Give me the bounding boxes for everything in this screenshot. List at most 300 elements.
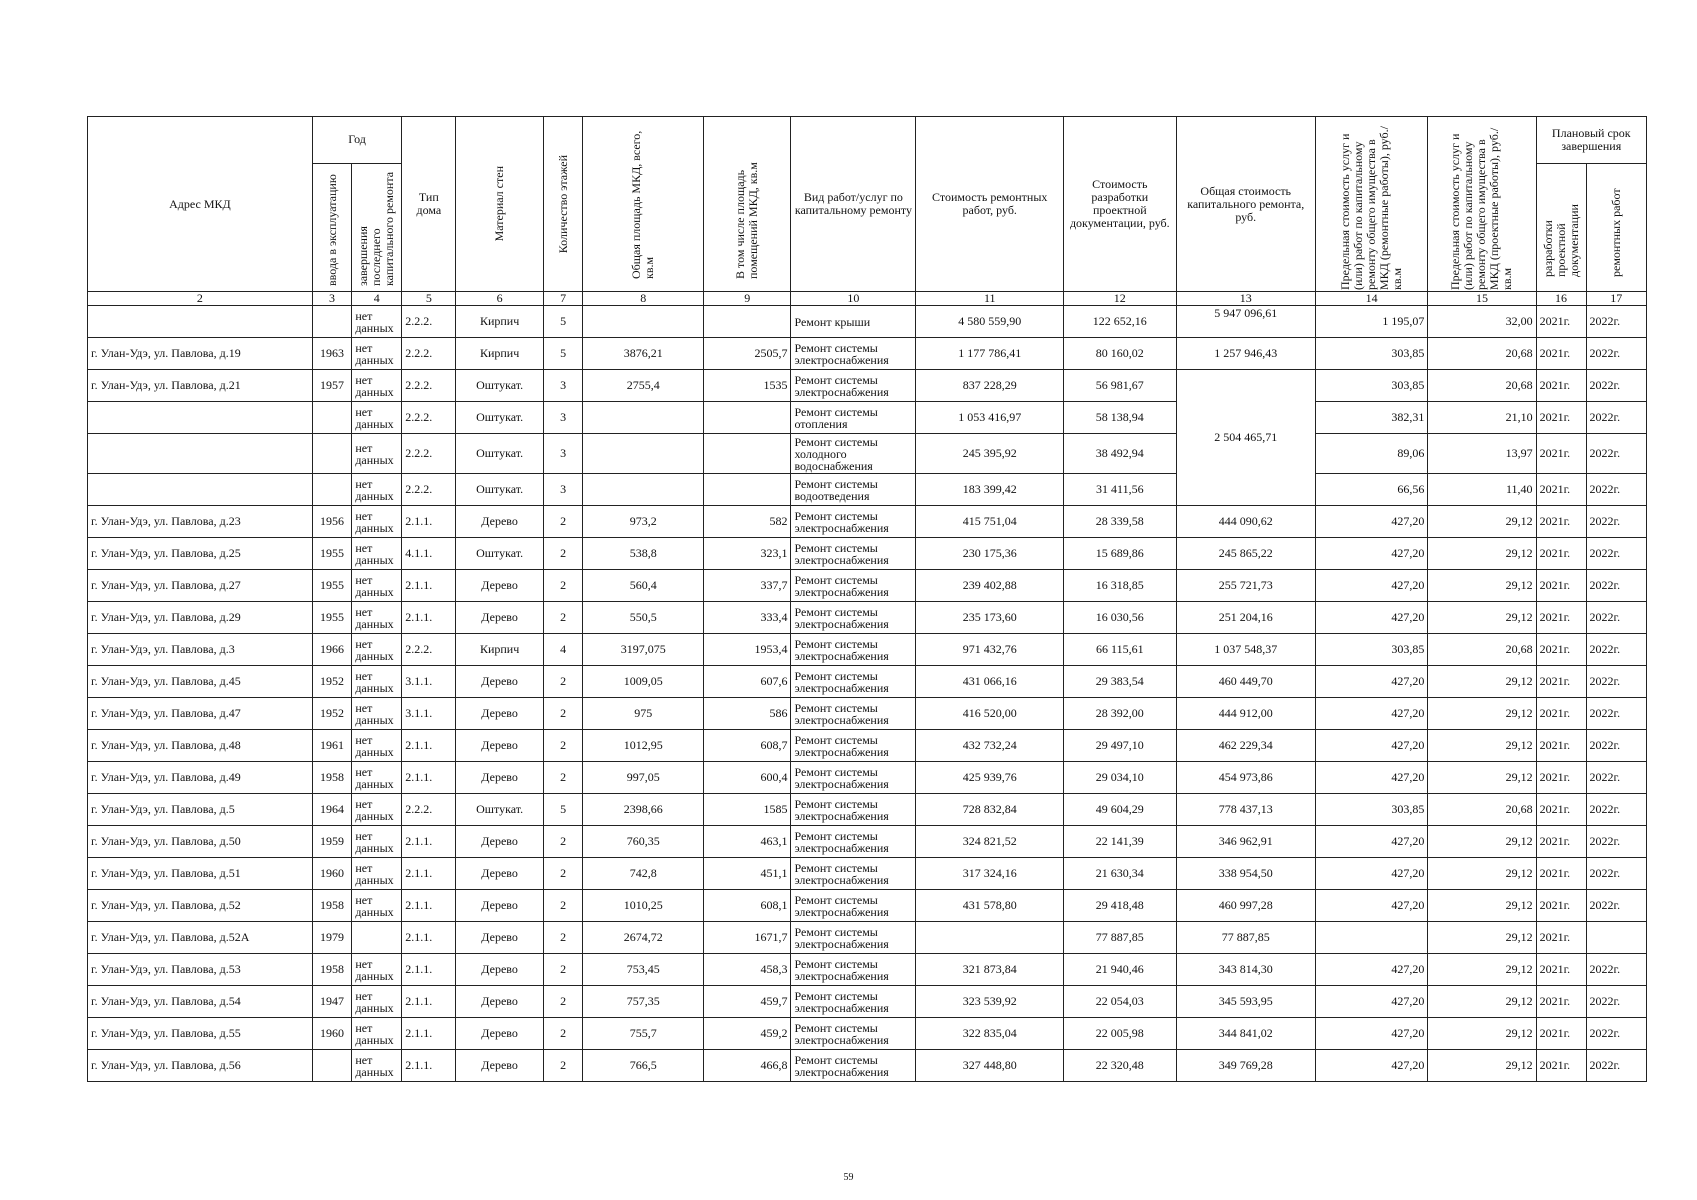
column-number: 5 bbox=[402, 292, 456, 306]
cell-wall-material: Дерево bbox=[456, 762, 543, 794]
table-row bbox=[88, 698, 1647, 730]
cell-floors: 2 bbox=[543, 954, 583, 986]
cell-year-last-repair: нет данных bbox=[352, 1018, 402, 1050]
cell-work-type: Ремонт системы водоотведения bbox=[791, 474, 916, 506]
cell-deadline-repair: 2022г. bbox=[1586, 858, 1646, 890]
cell-floors: 2 bbox=[543, 730, 583, 762]
cell-total-cost: 2 504 465,71 bbox=[1176, 370, 1315, 506]
cell-work-type: Ремонт системы электроснабжения bbox=[791, 602, 916, 634]
cell-house-type: 2.2.2. bbox=[402, 434, 456, 474]
cell-work-type: Ремонт системы электроснабжения bbox=[791, 634, 916, 666]
cell-total-area: 742,8 bbox=[583, 858, 704, 890]
cell-repair-cost: 728 832,84 bbox=[916, 794, 1064, 826]
cell-deadline-design: 2021г. bbox=[1536, 698, 1586, 730]
cell-address: г. Улан-Удэ, ул. Павлова, д.53 bbox=[88, 954, 313, 986]
cell-deadline-repair: 2022г. bbox=[1586, 762, 1646, 794]
cell-address: г. Улан-Удэ, ул. Павлова, д.47 bbox=[88, 698, 313, 730]
column-number: 6 bbox=[456, 292, 543, 306]
cell-address: г. Улан-Удэ, ул. Павлова, д.54 bbox=[88, 986, 313, 1018]
cell-limit-repair: 427,20 bbox=[1315, 730, 1427, 762]
cell-year-last-repair: нет данных bbox=[352, 890, 402, 922]
cell-limit-repair: 427,20 bbox=[1315, 986, 1427, 1018]
cell-deadline-repair: 2022г. bbox=[1586, 730, 1646, 762]
cell-year-last-repair: нет данных bbox=[352, 634, 402, 666]
header-limit-design: Предельная стоимость услуг и (или) работ по капитальному ремонту общего имущества в МКД (проектные работы), руб./кв.м bbox=[1428, 117, 1536, 292]
cell-address bbox=[88, 306, 313, 338]
cell-work-type: Ремонт системы электроснабжения bbox=[791, 338, 916, 370]
cell-limit-design: 20,68 bbox=[1428, 634, 1536, 666]
table-row bbox=[88, 634, 1647, 666]
cell-address: г. Улан-Удэ, ул. Павлова, д.52 bbox=[88, 890, 313, 922]
cell-limit-design: 32,00 bbox=[1428, 306, 1536, 338]
cell-limit-design: 29,12 bbox=[1428, 506, 1536, 538]
cell-floors: 3 bbox=[543, 474, 583, 506]
cell-total-area: 3876,21 bbox=[583, 338, 704, 370]
cell-year-last-repair: нет данных bbox=[352, 730, 402, 762]
cell-address bbox=[88, 474, 313, 506]
cell-floors: 3 bbox=[543, 434, 583, 474]
cell-house-type: 2.1.1. bbox=[402, 762, 456, 794]
table-row bbox=[88, 538, 1647, 570]
cell-deadline-design: 2021г. bbox=[1536, 826, 1586, 858]
column-number: 4 bbox=[352, 292, 402, 306]
cell-limit-design: 20,68 bbox=[1428, 794, 1536, 826]
cell-premises-area: 323,1 bbox=[704, 538, 791, 570]
cell-house-type: 2.1.1. bbox=[402, 986, 456, 1018]
cell-limit-repair: 89,06 bbox=[1315, 434, 1427, 474]
cell-year-last-repair: нет данных bbox=[352, 474, 402, 506]
cell-total-cost: 349 769,28 bbox=[1176, 1050, 1315, 1082]
cell-year-commission: 1958 bbox=[312, 890, 352, 922]
cell-work-type: Ремонт системы электроснабжения bbox=[791, 986, 916, 1018]
cell-total-area: 755,7 bbox=[583, 1018, 704, 1050]
cell-work-type: Ремонт системы электроснабжения bbox=[791, 794, 916, 826]
cell-repair-cost: 415 751,04 bbox=[916, 506, 1064, 538]
cell-year-commission bbox=[312, 434, 352, 474]
cell-address: г. Улан-Удэ, ул. Павлова, д.45 bbox=[88, 666, 313, 698]
cell-premises-area bbox=[704, 402, 791, 434]
cell-year-last-repair: нет данных bbox=[352, 402, 402, 434]
cell-address: г. Улан-Удэ, ул. Павлова, д.55 bbox=[88, 1018, 313, 1050]
cell-work-type: Ремонт системы электроснабжения bbox=[791, 730, 916, 762]
cell-design-cost: 31 411,56 bbox=[1064, 474, 1176, 506]
table-row bbox=[88, 858, 1647, 890]
column-number: 17 bbox=[1586, 292, 1646, 306]
cell-design-cost: 22 054,03 bbox=[1064, 986, 1176, 1018]
cell-house-type: 2.2.2. bbox=[402, 370, 456, 402]
cell-wall-material: Дерево bbox=[456, 1018, 543, 1050]
cell-house-type: 2.1.1. bbox=[402, 1050, 456, 1082]
header-limit-repair: Предельная стоимость услуг и (или) работ по капитальному ремонту общего имущества в МКД (ремонтные работы), руб./кв.м bbox=[1315, 117, 1427, 292]
cell-deadline-design: 2021г. bbox=[1536, 434, 1586, 474]
cell-work-type: Ремонт системы электроснабжения bbox=[791, 506, 916, 538]
cell-repair-cost: 425 939,76 bbox=[916, 762, 1064, 794]
cell-repair-cost bbox=[916, 922, 1064, 954]
table-row bbox=[88, 794, 1647, 826]
cell-wall-material: Дерево bbox=[456, 954, 543, 986]
cell-repair-cost: 416 520,00 bbox=[916, 698, 1064, 730]
cell-limit-design: 29,12 bbox=[1428, 890, 1536, 922]
header-year: Год bbox=[312, 117, 402, 164]
cell-deadline-repair: 2022г. bbox=[1586, 634, 1646, 666]
cell-deadline-repair: 2022г. bbox=[1586, 506, 1646, 538]
cell-year-commission: 1963 bbox=[312, 338, 352, 370]
cell-premises-area bbox=[704, 306, 791, 338]
cell-house-type: 2.1.1. bbox=[402, 954, 456, 986]
cell-floors: 5 bbox=[543, 794, 583, 826]
cell-work-type: Ремонт системы электроснабжения bbox=[791, 1018, 916, 1050]
cell-floors: 2 bbox=[543, 538, 583, 570]
cell-house-type: 2.2.2. bbox=[402, 794, 456, 826]
cell-wall-material: Дерево bbox=[456, 506, 543, 538]
cell-house-type: 3.1.1. bbox=[402, 698, 456, 730]
cell-wall-material: Дерево bbox=[456, 986, 543, 1018]
cell-year-commission: 1952 bbox=[312, 666, 352, 698]
cell-limit-design: 11,40 bbox=[1428, 474, 1536, 506]
cell-year-last-repair: нет данных bbox=[352, 570, 402, 602]
cell-total-cost: 444 912,00 bbox=[1176, 698, 1315, 730]
cell-design-cost: 29 497,10 bbox=[1064, 730, 1176, 762]
cell-deadline-repair: 2022г. bbox=[1586, 370, 1646, 402]
cell-limit-repair: 427,20 bbox=[1315, 538, 1427, 570]
cell-limit-design: 29,12 bbox=[1428, 986, 1536, 1018]
cell-year-commission: 1964 bbox=[312, 794, 352, 826]
cell-floors: 5 bbox=[543, 338, 583, 370]
cell-floors: 5 bbox=[543, 306, 583, 338]
cell-total-area: 757,35 bbox=[583, 986, 704, 1018]
cell-year-commission: 1956 bbox=[312, 506, 352, 538]
cell-repair-cost: 4 580 559,90 bbox=[916, 306, 1064, 338]
cell-repair-cost: 327 448,80 bbox=[916, 1050, 1064, 1082]
cell-work-type: Ремонт системы электроснабжения bbox=[791, 922, 916, 954]
header-year-commission: ввода в эксплуатацию bbox=[312, 163, 352, 291]
cell-premises-area: 586 bbox=[704, 698, 791, 730]
column-number: 11 bbox=[916, 292, 1064, 306]
cell-total-cost: 343 814,30 bbox=[1176, 954, 1315, 986]
table-row bbox=[88, 402, 1647, 434]
cell-total-area bbox=[583, 474, 704, 506]
table-row bbox=[88, 666, 1647, 698]
cell-address bbox=[88, 434, 313, 474]
cell-deadline-repair: 2022г. bbox=[1586, 338, 1646, 370]
cell-wall-material: Оштукат. bbox=[456, 402, 543, 434]
cell-deadline-design: 2021г. bbox=[1536, 666, 1586, 698]
cell-deadline-repair: 2022г. bbox=[1586, 826, 1646, 858]
column-number: 8 bbox=[583, 292, 704, 306]
cell-limit-design: 13,97 bbox=[1428, 434, 1536, 474]
cell-limit-design: 29,12 bbox=[1428, 954, 1536, 986]
cell-design-cost: 49 604,29 bbox=[1064, 794, 1176, 826]
cell-repair-cost: 431 066,16 bbox=[916, 666, 1064, 698]
cell-design-cost: 28 339,58 bbox=[1064, 506, 1176, 538]
cell-year-commission: 1947 bbox=[312, 986, 352, 1018]
cell-floors: 3 bbox=[543, 370, 583, 402]
table-row bbox=[88, 826, 1647, 858]
cell-deadline-design: 2021г. bbox=[1536, 954, 1586, 986]
cell-deadline-repair bbox=[1586, 922, 1646, 954]
cell-limit-repair: 303,85 bbox=[1315, 794, 1427, 826]
cell-premises-area: 333,4 bbox=[704, 602, 791, 634]
header-design-cost: Стоимость разработки проектной документации, руб. bbox=[1064, 117, 1176, 292]
cell-total-area: 2755,4 bbox=[583, 370, 704, 402]
cell-address: г. Улан-Удэ, ул. Павлова, д.56 bbox=[88, 1050, 313, 1082]
cell-premises-area: 1671,7 bbox=[704, 922, 791, 954]
table-row bbox=[88, 1018, 1647, 1050]
cell-house-type: 2.1.1. bbox=[402, 570, 456, 602]
cell-address: г. Улан-Удэ, ул. Павлова, д.21 bbox=[88, 370, 313, 402]
cell-deadline-design: 2021г. bbox=[1536, 986, 1586, 1018]
cell-wall-material: Дерево bbox=[456, 602, 543, 634]
cell-year-commission bbox=[312, 474, 352, 506]
cell-limit-design: 29,12 bbox=[1428, 826, 1536, 858]
cell-deadline-repair: 2022г. bbox=[1586, 1018, 1646, 1050]
cell-floors: 2 bbox=[543, 1050, 583, 1082]
cell-premises-area: 337,7 bbox=[704, 570, 791, 602]
cell-wall-material: Оштукат. bbox=[456, 538, 543, 570]
cell-premises-area: 608,7 bbox=[704, 730, 791, 762]
cell-design-cost: 21 940,46 bbox=[1064, 954, 1176, 986]
cell-limit-repair: 427,20 bbox=[1315, 890, 1427, 922]
table-row bbox=[88, 954, 1647, 986]
cell-repair-cost: 245 395,92 bbox=[916, 434, 1064, 474]
cell-design-cost: 22 141,39 bbox=[1064, 826, 1176, 858]
cell-year-last-repair: нет данных bbox=[352, 602, 402, 634]
cell-limit-repair: 427,20 bbox=[1315, 698, 1427, 730]
column-number: 3 bbox=[312, 292, 352, 306]
cell-total-cost: 1 037 548,37 bbox=[1176, 634, 1315, 666]
cell-premises-area: 607,6 bbox=[704, 666, 791, 698]
cell-limit-repair: 303,85 bbox=[1315, 370, 1427, 402]
cell-house-type: 4.1.1. bbox=[402, 538, 456, 570]
cell-limit-repair: 427,20 bbox=[1315, 666, 1427, 698]
cell-house-type: 2.2.2. bbox=[402, 634, 456, 666]
table-row bbox=[88, 370, 1647, 402]
cell-limit-repair: 427,20 bbox=[1315, 954, 1427, 986]
table-row bbox=[88, 1050, 1647, 1082]
table-row bbox=[88, 306, 1647, 338]
cell-wall-material: Кирпич bbox=[456, 306, 543, 338]
header-deadline-repair: ремонтных работ bbox=[1586, 163, 1646, 291]
cell-house-type: 2.1.1. bbox=[402, 602, 456, 634]
cell-floors: 2 bbox=[543, 826, 583, 858]
cell-premises-area: 1585 bbox=[704, 794, 791, 826]
cell-repair-cost: 183 399,42 bbox=[916, 474, 1064, 506]
cell-limit-design: 29,12 bbox=[1428, 570, 1536, 602]
cell-total-cost: 245 865,22 bbox=[1176, 538, 1315, 570]
cell-deadline-repair: 2022г. bbox=[1586, 794, 1646, 826]
header-repair-cost: Стоимость ремонтных работ, руб. bbox=[916, 117, 1064, 292]
cell-limit-repair: 427,20 bbox=[1315, 570, 1427, 602]
cell-year-last-repair: нет данных bbox=[352, 826, 402, 858]
cell-premises-area: 459,7 bbox=[704, 986, 791, 1018]
cell-total-area: 538,8 bbox=[583, 538, 704, 570]
cell-premises-area: 463,1 bbox=[704, 826, 791, 858]
cell-limit-repair: 427,20 bbox=[1315, 826, 1427, 858]
cell-premises-area: 608,1 bbox=[704, 890, 791, 922]
cell-premises-area: 1535 bbox=[704, 370, 791, 402]
cell-house-type: 2.1.1. bbox=[402, 826, 456, 858]
cell-limit-design: 29,12 bbox=[1428, 698, 1536, 730]
cell-total-area: 975 bbox=[583, 698, 704, 730]
cell-wall-material: Оштукат. bbox=[456, 434, 543, 474]
header-wall-material: Материал стен bbox=[456, 117, 543, 292]
column-number: 10 bbox=[791, 292, 916, 306]
cell-wall-material: Оштукат. bbox=[456, 474, 543, 506]
cell-year-commission bbox=[312, 402, 352, 434]
cell-wall-material: Кирпич bbox=[456, 338, 543, 370]
cell-deadline-repair: 2022г. bbox=[1586, 602, 1646, 634]
cell-limit-repair bbox=[1315, 922, 1427, 954]
cell-deadline-design: 2021г. bbox=[1536, 1050, 1586, 1082]
header-deadline: Плановый срок завершения bbox=[1536, 117, 1646, 164]
cell-total-area: 1010,25 bbox=[583, 890, 704, 922]
cell-repair-cost: 235 173,60 bbox=[916, 602, 1064, 634]
table-row bbox=[88, 570, 1647, 602]
cell-total-area: 997,05 bbox=[583, 762, 704, 794]
cell-floors: 4 bbox=[543, 634, 583, 666]
cell-deadline-repair: 2022г. bbox=[1586, 954, 1646, 986]
cell-house-type: 2.1.1. bbox=[402, 858, 456, 890]
cell-floors: 2 bbox=[543, 506, 583, 538]
cell-year-commission bbox=[312, 306, 352, 338]
cell-deadline-design: 2021г. bbox=[1536, 762, 1586, 794]
cell-year-last-repair: нет данных bbox=[352, 762, 402, 794]
cell-repair-cost: 1 053 416,97 bbox=[916, 402, 1064, 434]
cell-design-cost: 28 392,00 bbox=[1064, 698, 1176, 730]
cell-repair-cost: 317 324,16 bbox=[916, 858, 1064, 890]
cell-limit-repair: 382,31 bbox=[1315, 402, 1427, 434]
cell-deadline-design: 2021г. bbox=[1536, 474, 1586, 506]
cell-deadline-design: 2021г. bbox=[1536, 890, 1586, 922]
header-house-type: Тип дома bbox=[402, 117, 456, 292]
cell-year-last-repair bbox=[352, 922, 402, 954]
header-floors: Количество этажей bbox=[543, 117, 583, 292]
cell-premises-area: 2505,7 bbox=[704, 338, 791, 370]
cell-total-cost: 5 947 096,61 bbox=[1176, 306, 1315, 338]
column-numbers-row bbox=[88, 292, 1647, 306]
cell-limit-design: 29,12 bbox=[1428, 1050, 1536, 1082]
cell-floors: 2 bbox=[543, 1018, 583, 1050]
cell-premises-area: 1953,4 bbox=[704, 634, 791, 666]
cell-year-last-repair: нет данных bbox=[352, 954, 402, 986]
cell-repair-cost: 239 402,88 bbox=[916, 570, 1064, 602]
cell-deadline-repair: 2022г. bbox=[1586, 474, 1646, 506]
table-row bbox=[88, 890, 1647, 922]
cell-year-commission: 1979 bbox=[312, 922, 352, 954]
cell-address: г. Улан-Удэ, ул. Павлова, д.25 bbox=[88, 538, 313, 570]
cell-floors: 2 bbox=[543, 890, 583, 922]
cell-wall-material: Дерево bbox=[456, 890, 543, 922]
cell-total-cost: 454 973,86 bbox=[1176, 762, 1315, 794]
cell-deadline-repair: 2022г. bbox=[1586, 306, 1646, 338]
cell-year-last-repair: нет данных bbox=[352, 858, 402, 890]
cell-total-area: 3197,075 bbox=[583, 634, 704, 666]
cell-deadline-repair: 2022г. bbox=[1586, 666, 1646, 698]
cell-house-type: 2.2.2. bbox=[402, 306, 456, 338]
cell-premises-area: 451,1 bbox=[704, 858, 791, 890]
cell-premises-area: 466,8 bbox=[704, 1050, 791, 1082]
cell-year-commission: 1959 bbox=[312, 826, 352, 858]
cell-address: г. Улан-Удэ, ул. Павлова, д.49 bbox=[88, 762, 313, 794]
cell-floors: 2 bbox=[543, 922, 583, 954]
cell-deadline-repair: 2022г. bbox=[1586, 402, 1646, 434]
cell-total-area bbox=[583, 306, 704, 338]
cell-wall-material: Дерево bbox=[456, 570, 543, 602]
cell-wall-material: Дерево bbox=[456, 858, 543, 890]
cell-wall-material: Дерево bbox=[456, 826, 543, 858]
cell-deadline-repair: 2022г. bbox=[1586, 890, 1646, 922]
cell-address: г. Улан-Удэ, ул. Павлова, д.48 bbox=[88, 730, 313, 762]
cell-year-last-repair: нет данных bbox=[352, 338, 402, 370]
cell-floors: 2 bbox=[543, 602, 583, 634]
cell-total-cost: 462 229,34 bbox=[1176, 730, 1315, 762]
cell-deadline-design: 2021г. bbox=[1536, 634, 1586, 666]
cell-work-type: Ремонт системы электроснабжения bbox=[791, 698, 916, 730]
cell-total-cost: 444 090,62 bbox=[1176, 506, 1315, 538]
cell-deadline-design: 2021г. bbox=[1536, 1018, 1586, 1050]
cell-total-cost: 778 437,13 bbox=[1176, 794, 1315, 826]
cell-deadline-design: 2021г. bbox=[1536, 922, 1586, 954]
header-address: Адрес МКД bbox=[88, 117, 313, 292]
cell-repair-cost: 1 177 786,41 bbox=[916, 338, 1064, 370]
cell-deadline-repair: 2022г. bbox=[1586, 986, 1646, 1018]
cell-deadline-repair: 2022г. bbox=[1586, 1050, 1646, 1082]
cell-year-last-repair: нет данных bbox=[352, 986, 402, 1018]
cell-work-type: Ремонт крыши bbox=[791, 306, 916, 338]
cell-limit-repair: 303,85 bbox=[1315, 338, 1427, 370]
cell-total-area bbox=[583, 402, 704, 434]
cell-year-last-repair: нет данных bbox=[352, 370, 402, 402]
cell-house-type: 2.1.1. bbox=[402, 922, 456, 954]
cell-total-area: 560,4 bbox=[583, 570, 704, 602]
cell-work-type: Ремонт системы электроснабжения bbox=[791, 826, 916, 858]
cell-design-cost: 16 030,56 bbox=[1064, 602, 1176, 634]
cell-total-cost: 338 954,50 bbox=[1176, 858, 1315, 890]
cell-year-commission: 1955 bbox=[312, 602, 352, 634]
table-row bbox=[88, 602, 1647, 634]
cell-premises-area: 458,3 bbox=[704, 954, 791, 986]
cell-year-commission: 1960 bbox=[312, 858, 352, 890]
cell-deadline-design: 2021г. bbox=[1536, 306, 1586, 338]
table-row bbox=[88, 434, 1647, 474]
table-row bbox=[88, 506, 1647, 538]
cell-year-last-repair: нет данных bbox=[352, 698, 402, 730]
cell-limit-design: 29,12 bbox=[1428, 922, 1536, 954]
cell-year-last-repair: нет данных bbox=[352, 666, 402, 698]
cell-year-last-repair: нет данных bbox=[352, 538, 402, 570]
cell-limit-design: 29,12 bbox=[1428, 1018, 1536, 1050]
document-sheet bbox=[87, 116, 1647, 1082]
cell-floors: 2 bbox=[543, 570, 583, 602]
cell-address: г. Улан-Удэ, ул. Павлова, д.19 bbox=[88, 338, 313, 370]
header-total-cost: Общая стоимость капитального ремонта, руб. bbox=[1176, 117, 1315, 292]
cell-total-cost: 346 962,91 bbox=[1176, 826, 1315, 858]
cell-limit-design: 20,68 bbox=[1428, 370, 1536, 402]
cell-total-area: 753,45 bbox=[583, 954, 704, 986]
cell-floors: 2 bbox=[543, 858, 583, 890]
cell-premises-area: 459,2 bbox=[704, 1018, 791, 1050]
cell-work-type: Ремонт системы электроснабжения bbox=[791, 858, 916, 890]
cell-total-area: 766,5 bbox=[583, 1050, 704, 1082]
cell-deadline-design: 2021г. bbox=[1536, 730, 1586, 762]
cell-floors: 2 bbox=[543, 986, 583, 1018]
table-row bbox=[88, 730, 1647, 762]
cell-deadline-design: 2021г. bbox=[1536, 570, 1586, 602]
cell-total-cost: 255 721,73 bbox=[1176, 570, 1315, 602]
cell-work-type: Ремонт системы электроснабжения bbox=[791, 890, 916, 922]
header-premises-area: В том числе площадь помещений МКД, кв.м bbox=[704, 117, 791, 292]
cell-repair-cost: 837 228,29 bbox=[916, 370, 1064, 402]
